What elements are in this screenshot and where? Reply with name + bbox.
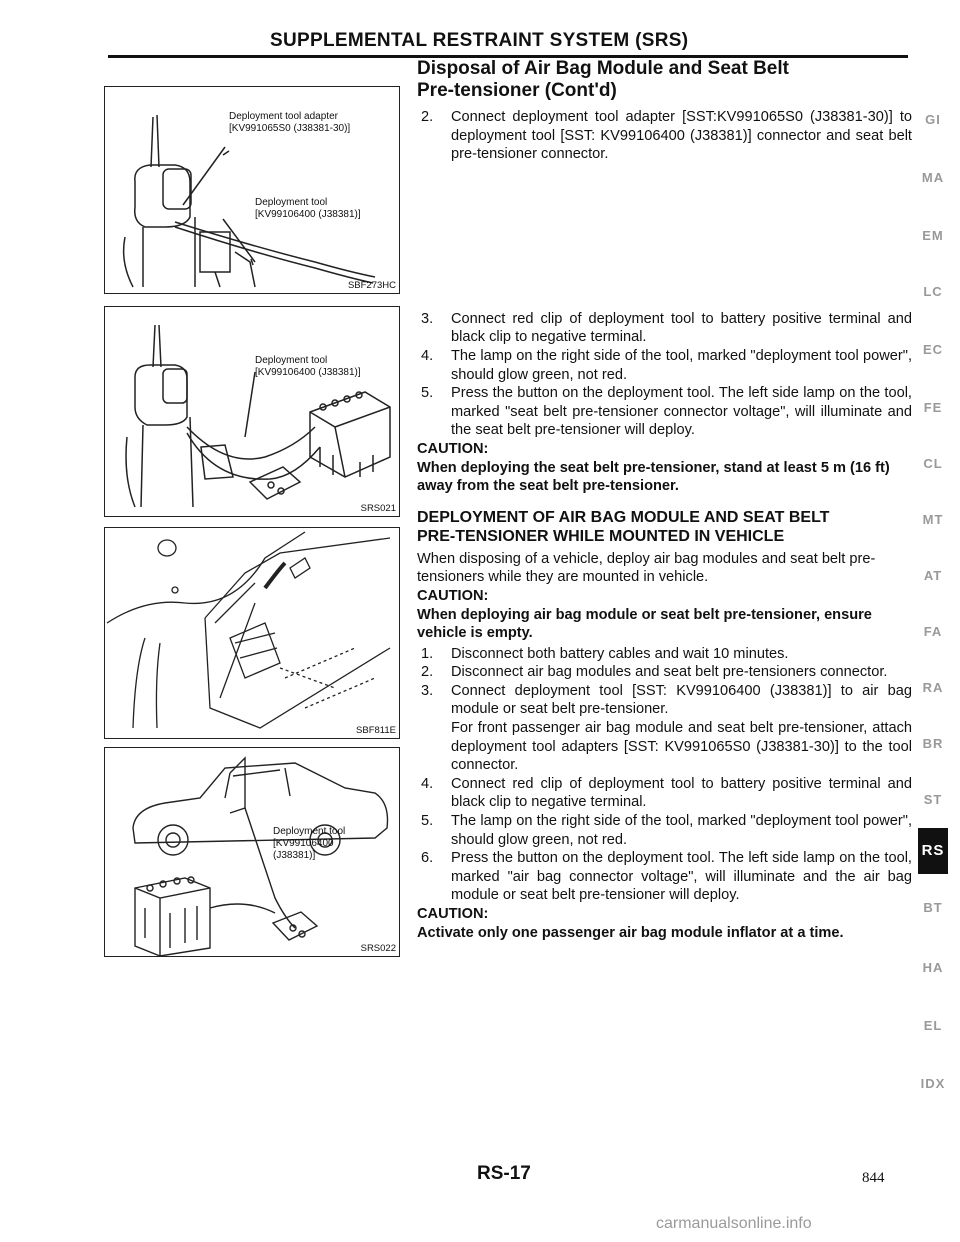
figure-code: SRS021: [360, 503, 396, 514]
side-index-tab[interactable]: EM: [922, 228, 944, 243]
step-5: [417, 384, 912, 440]
figure-label: Deployment tool [KV99106400 (J38381)]: [255, 197, 361, 220]
page-header-title: SUPPLEMENTAL RESTRAINT SYSTEM (SRS): [270, 30, 689, 51]
side-index-tab[interactable]: BT: [923, 900, 943, 915]
step-number: 5.: [421, 813, 434, 830]
section-heading-line: PRE-TENSIONER WHILE MOUNTED IN VEHICLE: [417, 527, 785, 545]
main-content: [417, 58, 912, 942]
figure-battery-connection: [104, 306, 400, 517]
section-heading-line: DEPLOYMENT OF AIR BAG MODULE AND SEAT BELT: [417, 508, 830, 526]
step-number: 2.: [421, 109, 434, 125]
step-text: For front passenger air bag module and seat belt pre-tensioner, attach deployment tool adapters [SST: KV991065S0 (J38381-30)] to the tool connector.: [451, 720, 912, 774]
watermark-text: carmanualsonline.info: [656, 1215, 812, 1232]
step-text: Disconnect both battery cables and wait 10 minutes.: [451, 645, 789, 662]
side-index-tab[interactable]: RA: [922, 680, 944, 695]
step-item: [417, 719, 912, 775]
caution-text: When deploying air bag module or seat belt pre-tensioner, ensure vehicle is empty.: [417, 606, 872, 642]
step-text: Connect deployment tool [SST: KV99106400 (J38381)] to air bag module or seat belt pre-tensioner.: [451, 682, 912, 718]
step-2: [417, 108, 912, 164]
step-number: 2.: [421, 664, 434, 681]
side-index-tab[interactable]: MA: [921, 170, 945, 185]
section-heading: [417, 508, 912, 546]
caution-heading: CAUTION:: [417, 587, 489, 604]
illustration-vehicle-deployment: [105, 748, 399, 956]
figure-label: Deployment tool [KV99106400 (J38381)]: [255, 355, 361, 378]
step-item: [417, 812, 912, 849]
side-index-tab[interactable]: IDX: [920, 1076, 946, 1091]
side-index-tab[interactable]: CL: [923, 456, 943, 471]
caution-text: Activate only one passenger air bag module inflator at a time.: [417, 924, 844, 941]
step-number: 5.: [421, 385, 434, 402]
step-text: The lamp on the right side of the tool, marked "deployment tool power", should glow green, not red.: [451, 347, 912, 383]
step-text: Connect red clip of deployment tool to battery positive terminal and black clip to negative terminal.: [451, 775, 912, 811]
side-index-tab[interactable]: AT: [923, 568, 943, 583]
step-number: 3.: [421, 310, 434, 327]
figure-code: SBF273HC: [347, 280, 396, 291]
figure-code: SRS022: [360, 943, 396, 954]
step-text: Connect deployment tool adapter [SST:KV991065S0 (J38381-30)] to deployment tool [SST: KV99106400 (J38381)] connector and seat belt pre-tensioner connector.: [451, 109, 912, 163]
step-text: Disconnect air bag modules and seat belt pre-tensioners connector.: [451, 664, 888, 681]
side-index-tab[interactable]: GI: [925, 112, 941, 127]
figure-label: Deployment tool adapter [KV991065S0 (J38381-30)]: [229, 111, 351, 134]
figure-deployment-tool-adapter: [104, 86, 400, 294]
figure-vehicle-deployment: [104, 747, 400, 957]
side-index-tab[interactable]: FA: [923, 624, 943, 639]
side-index-tab[interactable]: LC: [923, 284, 943, 299]
page-number: 844: [862, 1170, 885, 1186]
step-item: [417, 775, 912, 812]
intro-paragraph: When disposing of a vehicle, deploy air bag modules and seat belt pre-tensioners while they are mounted in vehicle.: [417, 550, 876, 586]
side-index-tab-active[interactable]: RS: [918, 828, 948, 874]
section-title-line: Disposal of Air Bag Module and Seat Belt: [417, 58, 789, 79]
illustration-battery-connection: [105, 307, 399, 516]
step-4: [417, 347, 912, 384]
side-index-tab[interactable]: MT: [922, 512, 944, 527]
caution-text: When deploying the seat belt pre-tensioner, stand at least 5 m (16 ft) away from the seat belt pre-tensioner.: [417, 459, 890, 495]
step-number: 3.: [421, 682, 434, 699]
step-number: 4.: [421, 775, 434, 792]
step-text: Press the button on the deployment tool. The left side lamp on the tool, marked "seat belt pre-tensioner connector voltage", will illuminate and the seat belt pre-tensioner will deploy.: [451, 385, 912, 439]
step-item: [417, 645, 912, 664]
side-index-tab[interactable]: EL: [923, 1018, 943, 1033]
caution-heading: CAUTION:: [417, 440, 489, 457]
step-text: Press the button on the deployment tool. The left side lamp on the tool, marked "air bag connector voltage", will illuminate and the air bag module or seat belt pre-tensioner will deploy.: [451, 850, 912, 904]
figure-code: SBF811E: [356, 725, 396, 736]
step-number: 4.: [421, 347, 434, 364]
step-item: [417, 682, 912, 719]
page-code: RS-17: [477, 1163, 531, 1184]
side-index-tab[interactable]: ST: [923, 792, 943, 807]
side-index-tab[interactable]: HA: [922, 960, 944, 975]
side-index-tab[interactable]: FE: [923, 400, 943, 415]
figure-vehicle-interior: [104, 527, 400, 739]
step-item: [417, 849, 912, 905]
section-title: [417, 58, 912, 102]
illustration-vehicle-interior: [105, 528, 399, 738]
step-item: [417, 663, 912, 682]
step-3: [417, 310, 912, 347]
section-title-line: Pre-tensioner (Cont'd): [417, 80, 617, 101]
figure-label: Deployment tool [KV99106400 (J38381)]: [273, 826, 346, 861]
side-index-tab[interactable]: BR: [922, 736, 944, 751]
step-number: 6.: [421, 850, 434, 867]
side-index-tab[interactable]: EC: [922, 342, 944, 357]
step-number: 1.: [421, 645, 434, 662]
step-text: Connect red clip of deployment tool to battery positive terminal and black clip to negative terminal.: [451, 310, 912, 346]
step-text: The lamp on the right side of the tool, marked "deployment tool power", should glow green, not red.: [451, 813, 912, 848]
caution-heading: CAUTION:: [417, 906, 489, 922]
